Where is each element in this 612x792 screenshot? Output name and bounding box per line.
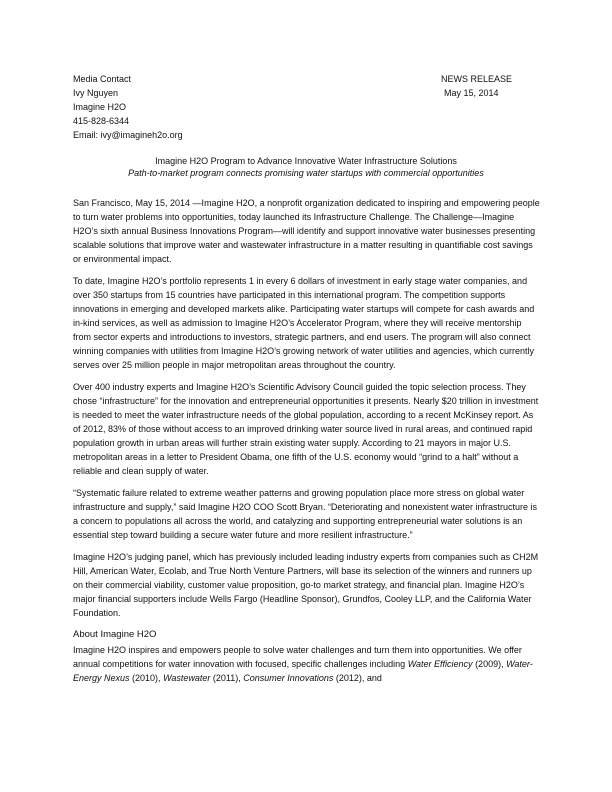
body-paragraph-1: San Francisco, May 15, 2014 —Imagine H2O, a nonprofit organization dedicated to inspiring and empowering people to turn water problems into opportunities, today launched its Infrastructure Challenge. The Challenge—Imagine H2O’s sixth annual Business Innovations Program—will identify and support innovative water businesses presenting scalable solutions that improve water and wastewater infrastructure in a matter resulting in quantifiable cost savings or environmental impact. <box>73 198 540 264</box>
about-text-5: (2012), and <box>333 673 382 683</box>
about-italic-water-energy-nexus: Water-Energy Nexus <box>73 659 533 683</box>
body-paragraph-2: To date, Imagine H2O’s portfolio represents 1 in every 6 dollars of investment in early stage water companies, and over 350 startups from 15 countries have participated in this international program. The competition supports innovations in emerging and developed markets alike. Participating water startups will compete for cash awards and in-kind services, as well as admission to Imagine H2O’s Accelerator Program, where they will receive mentorship from sector experts and introductions to investors, strategic partners, and end users. The program will also connect winning companies with utilities from Imagine H2O’s growing network of water utilities and agencies, which currently serves over 25 million people in major metropolitan areas throughout the country. <box>73 276 535 370</box>
about-text-2: (2009), <box>472 659 507 669</box>
about-text-3: (2010), <box>129 673 164 683</box>
about-italic-wastewater: Wastewater <box>163 673 211 683</box>
contact-email: Email: ivy@imagineh2o.org <box>73 130 183 140</box>
media-contact-block <box>73 72 183 142</box>
about-italic-consumer-innovations: Consumer Innovations <box>243 673 334 683</box>
body-paragraph-3: Over 400 industry experts and Imagine H2O’s Scientific Advisory Council guided the topic selection process. They chose “infrastructure” for the innovation and entrepreneurial opportunities it presents. Nearly $20 trillion in investment is needed to meet the water infrastructure needs of the global population, according to a recent McKinsey report. As of 2012, 83% of those without access to an improved drinking water source lived in rural areas, and continued rapid population growth in urban areas will further strain existing water supply. According to 21 mayors in major U.S. metropolitan areas in a letter to President Obama, one fifth of the U.S. economy would “grind to a halt” without a reliable and clean supply of water. <box>73 382 539 476</box>
about-text-1: Imagine H2O inspires and empowers people to solve water challenges and turn them into opportunities. We offer annual competitions for water innovation with focused, specific challenges including <box>73 645 522 669</box>
about-text-4: (2011), <box>210 673 244 683</box>
news-release-block <box>441 72 512 100</box>
about-paragraph <box>73 643 541 685</box>
contact-phone: 415-828-6344 <box>73 116 130 126</box>
about-heading: About Imagine H2O <box>73 629 157 640</box>
headline-block <box>73 155 539 179</box>
headline-title: Imagine H2O Program to Advance Innovative Water Infrastructure Solutions <box>155 156 457 166</box>
body-paragraph-5: Imagine H2O’s judging panel, which has previously included leading industry experts from companies such as CH2M Hill, American Water, Ecolab, and True North Venture Partners, will base its selection of the winners and runners up on their commercial viability, customer value proposition, go-to market strategy, and financial plan. Imagine H2O’s major financial supporters include Wells Fargo (Headline Sponsor), Grundfos, Cooley LLP, and the California Water Foundation. <box>73 552 539 618</box>
body-paragraph-4: “Systematic failure related to extreme weather patterns and growing population place more stress on global water infrastructure and supply,” said Imagine H2O COO Scott Bryan. “Deteriorating and nonexistent water infrastructure is a concern to populations all across the world, and catalyzing and supporting entrepreneurial water solutions is an essential step toward building a secure water future and more resilient infrastructure.” <box>73 488 538 540</box>
contact-organization: Imagine H2O <box>73 102 127 112</box>
about-italic-water-efficiency: Water Efficiency <box>407 659 473 669</box>
release-body <box>73 196 541 685</box>
media-contact-heading: Media Contact <box>73 74 132 84</box>
headline-subtitle: Path-to-market program connects promising water startups with commercial opportunities <box>128 168 484 178</box>
news-release-label: NEWS RELEASE <box>441 74 513 84</box>
contact-name: Ivy Nguyen <box>73 88 119 98</box>
release-date: May 15, 2014 <box>444 88 499 98</box>
